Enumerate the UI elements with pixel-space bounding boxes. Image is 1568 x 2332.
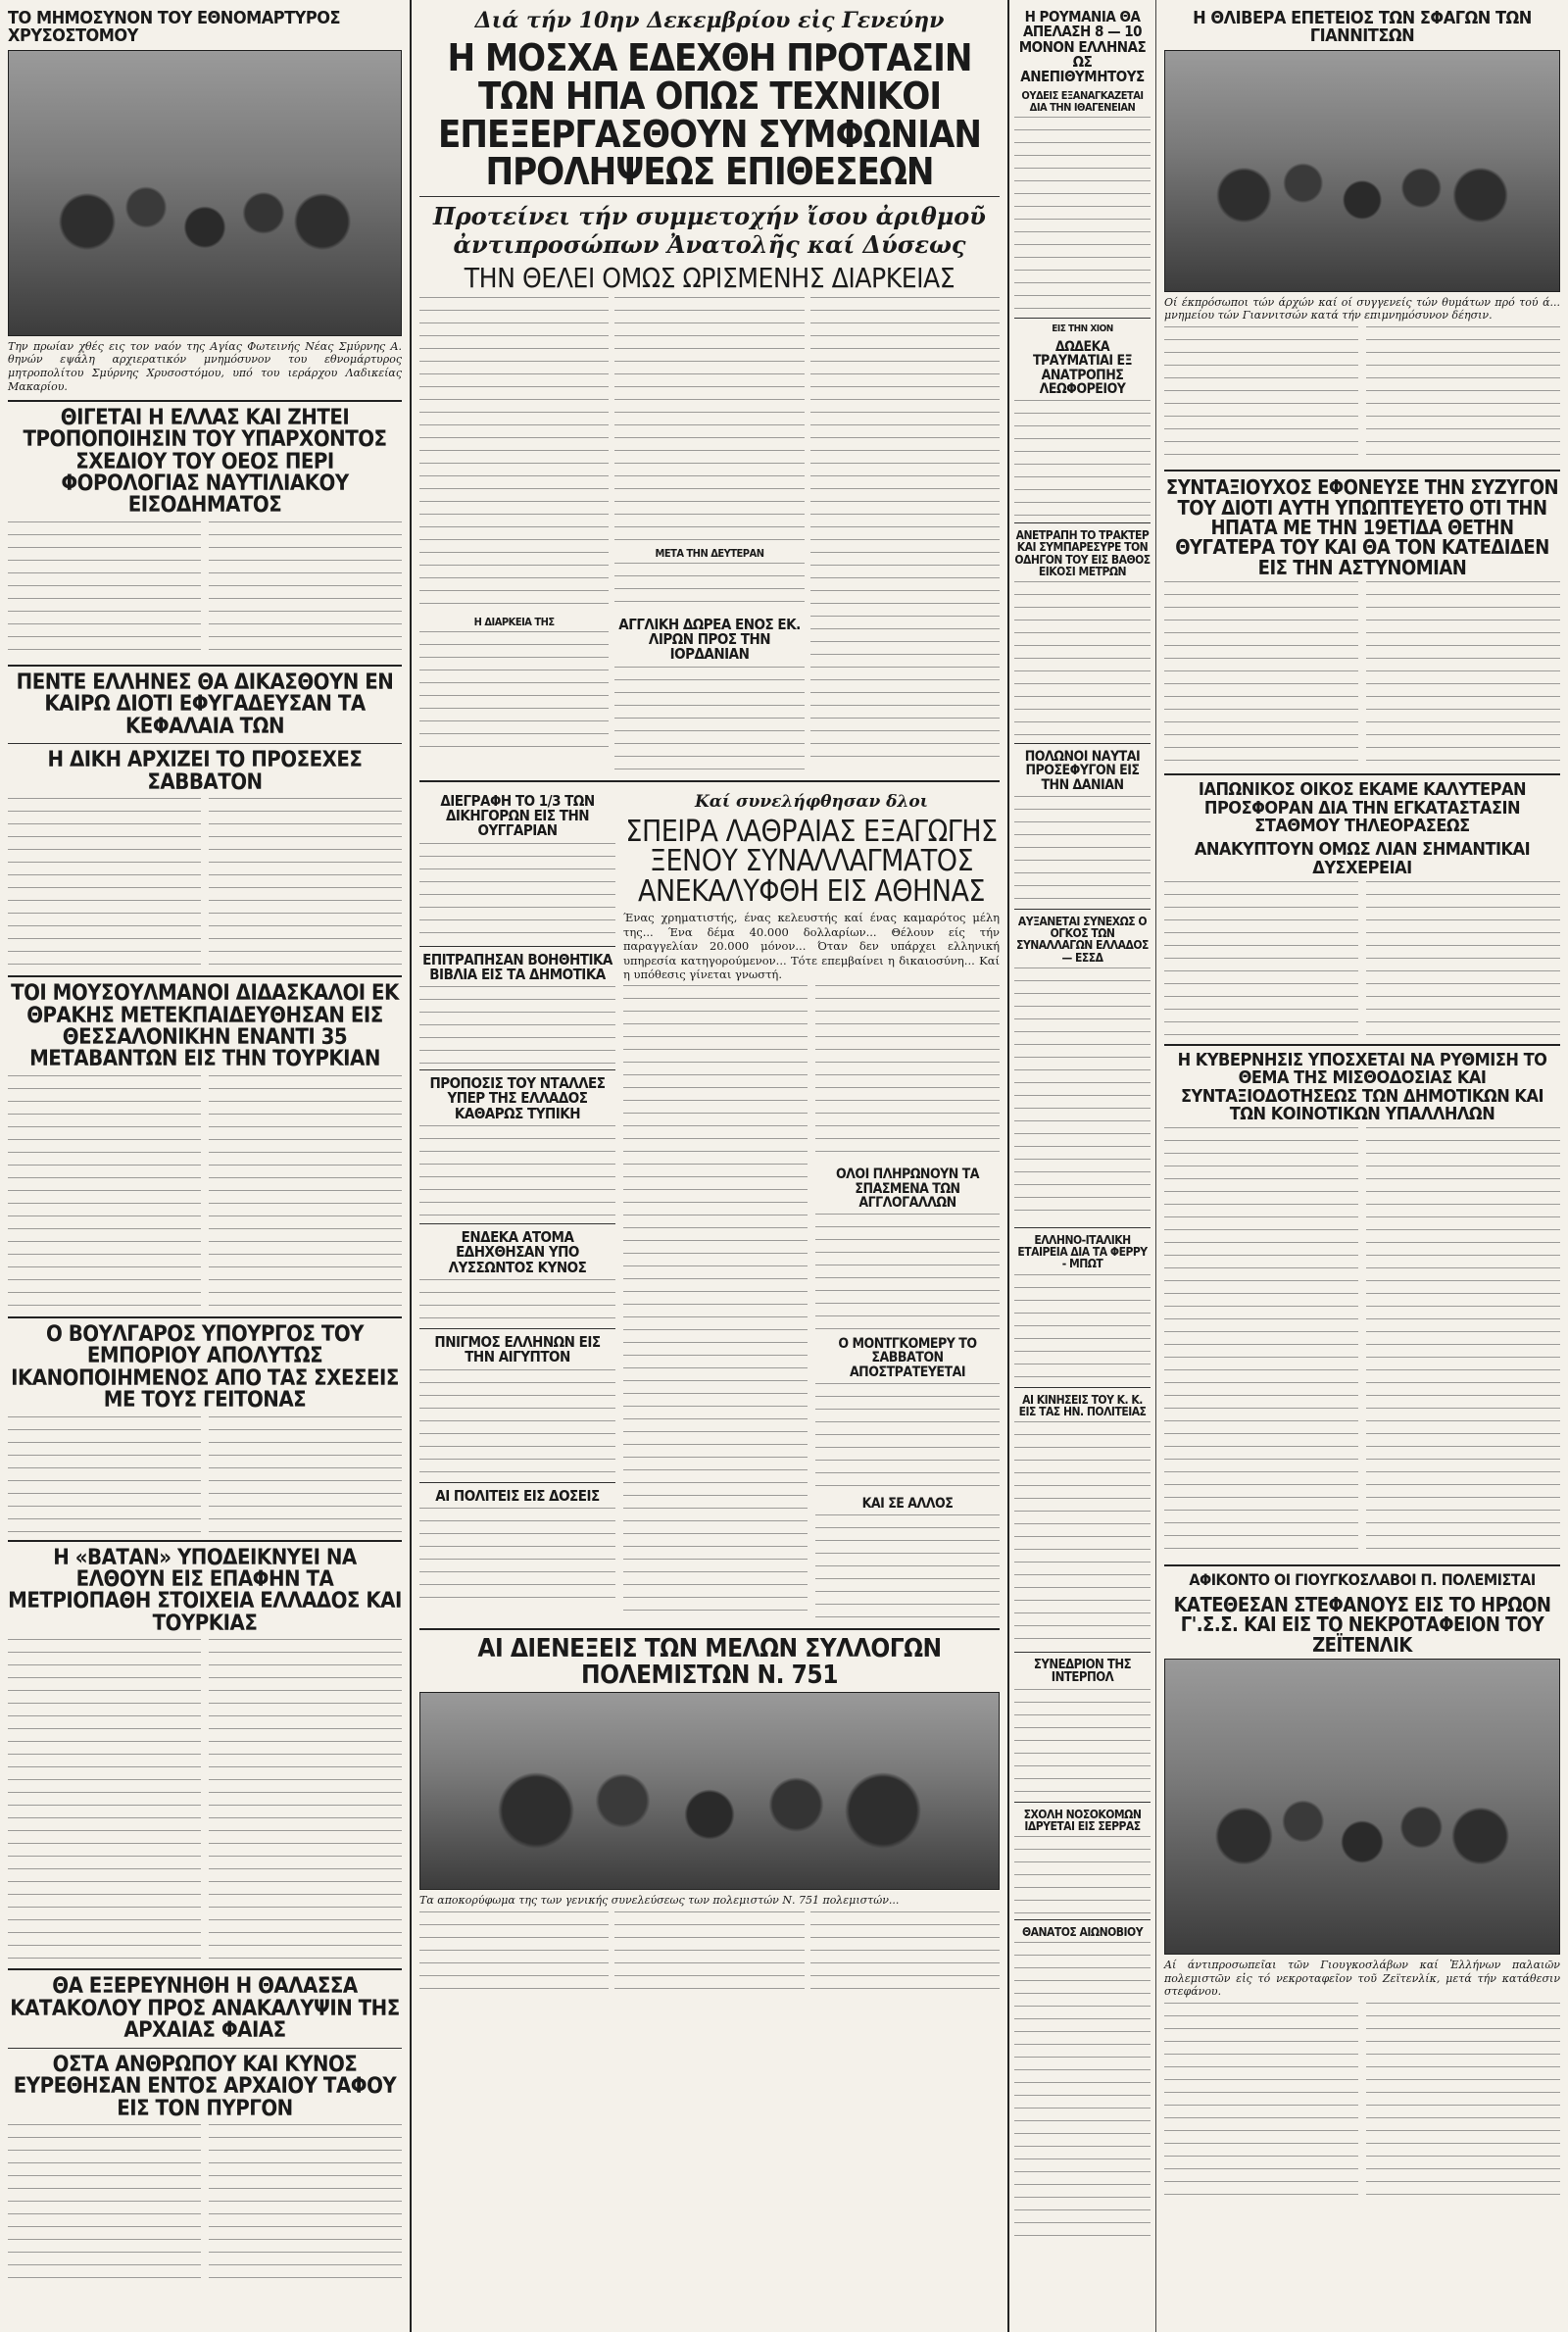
article-body: [419, 1911, 609, 1990]
article-body: [209, 1639, 402, 1962]
lead-currency-smuggling: Ένας χρηματιστής, ένας κελευστής καί ένας καμαρότος μέλη της... Ένα δέμα 40.000 δολλαρίων... Θέλουν είς τήν παραγγελίαν 20.000 μόνον... Όταν δεν υπάρχει ελληνική υπηρεσία κατηγορούμενον... Τότε επεμβαίνει η δικαιοσύνη... Καί η υπόθεσις γίνεται γνωστή.: [623, 911, 1000, 981]
article-body: [1014, 400, 1151, 518]
article-body: [8, 2124, 201, 2281]
subhead-after-monday: ΜΕΤΑ ΤΗΝ ΔΕΥΤΕΡΑΝ: [655, 546, 764, 560]
headline-montgomery: Ο ΜΟΝΤΓΚΟΜΕΡΥ ΤΟ ΣΑΒΒΑΤΟΝ ΑΠΟΣΤΡΑΤΕΥΕΤΑΙ: [838, 1336, 977, 1380]
headline-currency-smuggling: ΣΠΕΙΡΑ ΛΑΘΡΑΙΑΣ ΕΞΑΓΩΓΗΣ ΞΕΝΟΥ ΣΥΝΑΛΛΑΓΜΑΤΟΣ ΑΝΕΚΑΛΥΦΘΗ ΕΙΣ ΑΘΗΝΑΣ: [625, 814, 998, 909]
kicker-arrested: Καί συνελήφθησαν δλοι: [695, 791, 928, 812]
headline-centenarian-death: ΘΑΝΑΤΟΣ ΑΙΩΝΟΒΙΟΥ: [1021, 1924, 1144, 1939]
column-2: [412, 0, 1009, 2332]
photo-memorial-service: [8, 50, 402, 336]
article-body: [1366, 2003, 1560, 2199]
headline-states-installments: ΑΙ ΠΟΛΙΤΕΙΣ ΕΙΣ ΔΟΣΕΙΣ: [435, 1486, 600, 1505]
kicker-geneva: Διά τήν 10ην Δεκεμβρίου εἰς Γενεύην: [474, 8, 945, 33]
headline-muslim-teachers: ΤΟΙ ΜΟΥΣΟΥΛΜΑΝΟΙ ΔΙΔΑΣΚΑΛΟΙ ΕΚ ΘΡΑΚΗΣ ΜΕΤΕΚΠΑΙΔΕΥΘΗΣΑΝ ΕΙΣ ΘΕΣΣΑΛΟΝΙΚΗΝ ΕΝΑΝΤΙ 35 ΜΕΤΑΒΑΝΤΩΝ ΕΙΣ ΤΗΝ ΤΟΥΡΚΙΑΝ: [11, 981, 399, 1072]
headline-pensioner-murder: ΣΥΝΤΑΞΙΟΥΧΟΣ ΕΦΟΝΕΥΣΕ ΤΗΝ ΣΥΖΥΓΟΝ ΤΟΥ ΔΙΟΤΙ ΑΥΤΗ ΥΠΩΠΤΕΥΕΤΟ ΟΤΙ ΤΗΝ ΗΠΑΤΑ ΜΕ ΤΗΝ 19ΕΤΙΔΑ ΘΕΤΗΝ ΘΥΓΑΤΕΡΑ ΤΟΥ ΚΑΙ ΘΑ ΤΟΝ ΚΑΤΕΔΙΔΕΝ ΕΙΣ ΤΗΝ ΑΣΤΥΝΟΜΙΑΝ: [1165, 475, 1559, 579]
article-body: [419, 297, 609, 611]
headline-five-greeks: ΠΕΝΤΕ ΕΛΛΗΝΕΣ ΘΑ ΔΙΚΑΣΘΟΥΝ ΕΝ ΚΑΙΡΩ ΔΙΟΤΙ ΕΦΥΓΑΔΕΥΣΑΝ ΤΑ ΚΕΦΑΛΑΙΑ ΤΩΝ: [16, 670, 394, 739]
column-4: [1156, 0, 1568, 2332]
headline-kk-movements: ΑΙ ΚΙΝΗΣΕΙΣ ΤΟΥ Κ. Κ. ΕΙΣ ΤΑΣ ΗΝ. ΠΟΛΙΤΕΙΑΣ: [1018, 1392, 1147, 1418]
photo-zeitenlik-cemetery: [1164, 1659, 1560, 1955]
article-body: [1164, 881, 1358, 1038]
article-body: [419, 1508, 615, 1601]
article-body: [623, 985, 808, 1613]
article-body: [1366, 581, 1560, 768]
headline-polish-sailors: ΠΟΛΩΝΟΙ ΝΑΥΤΑΙ ΠΡΟΣΕΦΥΓΟΝ ΕΙΣ ΤΗΝ ΔΑΝΙΑΝ: [1024, 749, 1141, 793]
article-body: [419, 1369, 615, 1477]
headline-drowning-egypt: ΠΝΙΓΜΟΣ ΕΛΛΗΝΩΝ ΕΙΣ ΤΗΝ ΑΙΓΥΠΤΟΝ: [434, 1332, 601, 1366]
article-body: [815, 1514, 1000, 1622]
headline-fixed-duration: ΤΗΝ ΘΕΛΕΙ ΟΜΩΣ ΩΡΙΣΜΕΝΗΣ ΔΙΑΡΚΕΙΑΣ: [464, 262, 956, 294]
article-body: [1366, 1127, 1560, 1559]
article-body: [8, 1416, 201, 1534]
article-body: [1164, 581, 1358, 768]
article-body: [1366, 881, 1560, 1038]
headline-veterans-disputes: ΑΙ ΔΙΕΝΕΞΕΙΣ ΤΩΝ ΜΕΛΩΝ ΣΥΛΛΟΓΩΝ ΠΟΛΕΜΙΣΤΩΝ Ν. 751: [477, 1634, 942, 1690]
headline-vatan: Η «ΒΑΤΑΝ» ΥΠΟΔΕΙΚΝΥΕΙ ΝΑ ΕΛΘΟΥΝ ΕΙΣ ΕΠΑΦΗΝ ΤΑ ΜΕΤΡΙΟΠΑΘΗ ΣΤΟΙΧΕΙΑ ΕΛΛΑΔΟΣ ΚΑΙ ΤΟΥΡΚΙΑΣ: [8, 1545, 402, 1636]
photo-veterans-assembly: [419, 1692, 1000, 1890]
article-body: [1014, 117, 1151, 313]
article-body: [419, 843, 615, 941]
headline-bones-tomb: ΟΣΤΑ ΑΝΘΡΩΠΟΥ ΚΑΙ ΚΥΝΟΣ ΕΥΡΕΘΗΣΑΝ ΕΝΤΟΣ ΑΡΧΑΙΟΥ ΤΑΦΟΥ ΕΙΣ ΤΟΝ ΠΥΡΓΟΝ: [13, 2052, 397, 2121]
column-1: [0, 0, 412, 2332]
headline-japanese-tv-offer: ΙΑΠΩΝΙΚΟΣ ΟΙΚΟΣ ΕΚΑΜΕ ΚΑΛΥΤΕΡΑΝ ΠΡΟΣΦΟΡΑΝ ΔΙΑ ΤΗΝ ΕΓΚΑΤΑΣΤΑΣΙΝ ΣΤΑΘΜΟΥ ΤΗΛΕΟΡΑΣΕΩΣ: [1198, 779, 1527, 836]
headline-katakolo-sea: ΘΑ ΕΞΕΡΕΥΝΗΘΗ Η ΘΑΛΑΣΣΑ ΚΑΤΑΚΟΛΟΥ ΠΡΟΣ ΑΝΑΚΑΛΥΨΙΝ ΤΗΣ ΑΡΧΑΙΑΣ ΦΑΙΑΣ: [10, 1974, 400, 2044]
headline-chrysostomos: ΤΟ ΜΗΜΟΣΥΝΟΝ ΤΟΥ ΕΘΝΟΜΑΡΤΥΡΟΣ ΧΡΥΣΟΣΤΟΜΟΥ: [8, 8, 341, 47]
article-body: [419, 1279, 615, 1323]
subhead-citizenship: ΟΥΔΕΙΣ ΕΞΑΝΑΓΚΑΖΕΤΑΙ ΔΙΑ ΤΗΝ ΙΘΑΓΕΝΕΙΑΝ: [1021, 89, 1144, 114]
article-body: [1014, 968, 1151, 1222]
subhead-duration: Η ΔΙΑΡΚΕΙΑ ΤΗΣ: [473, 615, 555, 628]
article-body: [1366, 326, 1560, 464]
article-body: [1014, 796, 1151, 904]
article-body: [419, 1125, 615, 1218]
kicker-chios: ΕΙΣ ΤΗΝ ΧΙΟΝ: [1052, 323, 1113, 334]
article-body: [614, 667, 804, 774]
article-body: [1014, 1942, 1151, 2236]
subhead-equal-representatives: Προτείνει τήν συμμετοχήν ἴσου ἀριθμοῦ ἀντιπροσώπων Ἀνατολῆς καί Δύσεως: [433, 202, 986, 259]
article-body: [8, 1639, 201, 1962]
article-body: [1014, 1274, 1151, 1382]
headline-municipal-employees: Η ΚΥΒΕΡΝΗΣΙΣ ΥΠΟΣΧΕΤΑΙ ΝΑ ΡΥΘΜΙΣΗ ΤΟ ΘΕΜΑ ΤΗΣ ΜΙΣΘΟΔΟΣΙΑΣ ΚΑΙ ΣΥΝΤΑΞΙΟΔΟΤΗΣΕΩΣ ΤΩΝ ΔΗΜΟΤΙΚΩΝ ΚΑΙ ΤΩΝ ΚΟΙΝΟΤΙΚΩΝ ΥΠΑΛΛΗΛΩΝ: [1177, 1049, 1547, 1125]
article-body: [419, 986, 615, 1065]
headline-school-books: ΕΠΙΤΡΑΠΗΣΑΝ ΒΟΗΘΗΤΙΚΑ ΒΙΒΛΙΑ ΕΙΣ ΤΑ ΔΗΜΟΤΙΚΑ: [422, 950, 612, 983]
caption-memorial-service: Την πρωίαν χθές εις τον ναόν της Αγίας Φωτεινής Νέας Σμύρνης Α. θηνών εψάλη αρχιερατικόν μνημόσυνον του εθνομάρτυρος μητροπολίτου Σμύρνης Χρυσοστόμου, υπό του ιεράρχου Λαδικείας Μακαρίου.: [8, 339, 402, 393]
article-body: [1014, 1689, 1151, 1797]
article-body: [8, 798, 201, 969]
article-body: [1164, 326, 1358, 464]
article-body: [810, 297, 1000, 763]
article-body: [209, 2124, 402, 2281]
article-body: [614, 297, 804, 542]
headline-nursing-school: ΣΧΟΛΗ ΝΟΣΟΚΟΜΩΝ ΙΔΡΥΕΤΑΙ ΕΙΣ ΣΕΡΡΑΣ: [1023, 1807, 1142, 1833]
article-body: [8, 521, 201, 659]
article-body: [209, 798, 402, 969]
headline-greece-ussr-trade: ΑΥΞΑΝΕΤΑΙ ΣΥΝΕΧΩΣ Ο ΟΓΚΟΣ ΤΩΝ ΣΥΝΑΛΛΑΓΩΝ ΕΛΛΑΔΟΣ — ΕΣΣΔ: [1016, 914, 1149, 965]
headline-romania-expel: Η ΡΟΥΜΑΝΙΑ ΘΑ ΑΠΕΛΑΣΗ 8 — 10 ΜΟΝΟΝ ΕΛΛΗΝΑΣ ΩΣ ΑΝΕΠΙΘΥΜΗΤΟΥΣ: [1018, 8, 1147, 86]
caption-veterans-assembly: Τα αποκορύφωμα της των γενικής συνελεύσεως των πολεμιστών Ν. 751 πολεμιστών...: [419, 1894, 900, 1908]
article-body: [815, 1214, 1000, 1331]
headline-hungary-lawyers: ΔΙΕΓΡΑΦΗ ΤΟ 1/3 ΤΩΝ ΔΙΚΗΓΟΡΩΝ ΕΙΣ ΤΗΝ ΟΥΓΓΑΡΙΑΝ: [440, 791, 595, 840]
caption-giannitsa-memorial: Οί έκπρόσωποι τών άρχών καί οί συγγενείς τών θυμάτων πρό τού ά... μνημείου τών Γιαννιτσών κατά τήν επιμνημόσυνον δέησιν.: [1164, 295, 1560, 323]
article-body: [209, 1075, 402, 1311]
headline-anglo-french: ΟΛΟΙ ΠΛΗΡΩΝΟΥΝ ΤΑ ΣΠΑΣΜΕΝΑ ΤΩΝ ΑΓΓΛΟΓΑΛΛΩΝ: [835, 1166, 980, 1211]
headline-rabid-dog: ΕΝΔΕΚΑ ΑΤΟΜΑ ΕΔΗΧΘΗΣΑΝ ΥΠΟ ΛΥΣΣΩΝΤΟΣ ΚΥΝΟΣ: [448, 1228, 587, 1276]
headline-tractor: ΑΝΕΤΡΑΠΗ ΤΟ ΤΡΑΚΤΕΡ ΚΑΙ ΣΥΜΠΑΡΕΣΥΡΕ ΤΟΝ ΟΔΗΓΟΝ ΤΟΥ ΕΙΣ ΒΑΘΟΣ ΕΙΚΟΣΙ ΜΕΤΡΩΝ: [1014, 528, 1151, 578]
kicker-yugoslav-veterans: ΑΦΙΚΟΝΤΟ ΟΙ ΓΙΟΥΓΚΟΣΛΑΒΟΙ Π. ΠΟΛΕΜΙΣΤΑΙ: [1189, 1570, 1536, 1590]
headline-wreaths-zeitenlik: ΚΑΤΕΘΕΣΑΝ ΣΤΕΦΑΝΟΥΣ ΕΙΣ ΤΟ ΗΡΩΟΝ Γ'.Σ.Σ. ΚΑΙ ΕΙΣ ΤΟ ΝΕΚΡΟΤΑΦΕΙΟΝ ΤΟΥ ΖΕΪΤΕΝΛΙΚ: [1173, 1592, 1551, 1657]
article-body: [419, 631, 609, 749]
headline-trial-saturday: Η ΔΙΚΗ ΑΡΧΙΖΕΙ ΤΟ ΠΡΟΣΕΧΕΣ ΣΑΒΒΑΤΟΝ: [47, 748, 363, 795]
article-body: [1014, 581, 1151, 738]
article-body: [815, 1383, 1000, 1491]
article-body: [614, 563, 804, 612]
headline-dulles-toast: ΠΡΟΠΟΣΙΣ ΤΟΥ ΝΤΑΛΛΕΣ ΥΠΕΡ ΤΗΣ ΕΛΛΑΔΟΣ ΚΑΘΑΡΩΣ ΤΥΠΙΚΗ: [429, 1074, 606, 1122]
article-body: [810, 1911, 1000, 1990]
article-body: [1164, 2003, 1358, 2199]
article-body: [815, 985, 1000, 1162]
headline-giannitsa-anniversary: Η ΘΛΙΒΕΡΑ ΕΠΕΤΕΙΟΣ ΤΩΝ ΣΦΑΓΩΝ ΤΩΝ ΓΙΑΝΝΙΤΣΩΝ: [1193, 8, 1532, 47]
article-body: [1164, 1127, 1358, 1559]
article-body: [8, 1075, 201, 1311]
headline-bulgarian-minister: Ο ΒΟΥΛΓΑΡΟΣ ΥΠΟΥΡΓΟΣ ΤΟΥ ΕΜΠΟΡΙΟΥ ΑΠΟΛΥΤΩΣ ΙΚΑΝΟΠΟΙΗΜΕΝΟΣ ΑΠΟ ΤΑΣ ΣΧΕΣΕΙΣ ΜΕ ΤΟΥΣ ΓΕΙΤΟΝΑΣ: [11, 1321, 399, 1414]
article-body: [614, 1911, 804, 1990]
headline-bus-accident: ΔΩΔΕΚΑ ΤΡΑΥΜΑΤΙΑΙ ΕΞ ΑΝΑΤΡΟΠΗΣ ΛΕΩΦΟΡΕΙΟΥ: [1032, 339, 1133, 397]
column-3: [1009, 0, 1156, 2332]
headline-moscow-proposal: Η ΜΟΣΧΑ ΕΔΕΧΘΗ ΠΡΟΤΑΣΙΝ ΤΩΝ ΗΠΑ ΟΠΩΣ ΤΕΧΝΙΚΟΙ ΕΠΕΞΕΡΓΑΣΘΟΥΝ ΣΥΜΦΩΝΙΑΝ ΠΡΟΛΗΨΕΩΣ ΕΠΙΘΕΣΕΩΝ: [438, 36, 981, 194]
headline-and-others: ΚΑΙ ΣΕ ΑΛΛΟΣ: [861, 1495, 954, 1512]
headline-jordan-grant: ΑΓΓΛΙΚΗ ΔΩΡΕΑ ΕΝΟΣ ΕΚ. ΛΙΡΩΝ ΠΡΟΣ ΤΗΝ ΙΟΡΔΑΝΙΑΝ: [618, 615, 801, 664]
article-body: [209, 1416, 402, 1534]
article-body: [1014, 1836, 1151, 1914]
photo-giannitsa-memorial: [1164, 50, 1560, 292]
article-body: [1014, 1421, 1151, 1647]
subhead-difficulties: ΑΝΑΚΥΠΤΟΥΝ ΟΜΩΣ ΛΙΑΝ ΣΗΜΑΝΤΙΚΑΙ ΔΥΣΧΕΡΕΙΑΙ: [1194, 839, 1531, 878]
headline-ferry-company: ΕΛΛΗΝΟ-ΙΤΑΛΙΚΗ ΕΤΑΙΡΕΙΑ ΔΙΑ ΤΑ ΦΕΡΡΥ - ΜΠΩΤ: [1017, 1232, 1148, 1271]
headline-interpol: ΣΥΝΕΔΡΙΟΝ ΤΗΣ ΙΝΤΕΡΠΟΛ: [1033, 1658, 1132, 1686]
article-body: [209, 521, 402, 659]
headline-shipping-tax: ΘΙΓΕΤΑΙ Η ΕΛΛΑΣ ΚΑΙ ΖΗΤΕΙ ΤΡΟΠΟΠΟΙΗΣΙΝ ΤΟΥ ΥΠΑΡΧΟΝΤΟΣ ΣΧΕΔΙΟΥ ΤΟΥ ΟΕΟΣ ΠΕΡΙ ΦΟΡΟΛΟΓΙΑΣ ΝΑΥΤΙΛΙΑΚΟΥ ΕΙΣΟΔΗΜΑΤΟΣ: [23, 405, 387, 519]
caption-zeitenlik-cemetery: Αί άντιπροσωπεῖαι τῶν Γιουγκοσλάβων καί Ἑλλήνων παλαιῶν πολεμιστῶν εἰς τό νεκροταφεῖον τοῦ Ζεϊτενλίκ, μετά τήν κατάθεσιν στεφάνου.: [1164, 1958, 1560, 1999]
